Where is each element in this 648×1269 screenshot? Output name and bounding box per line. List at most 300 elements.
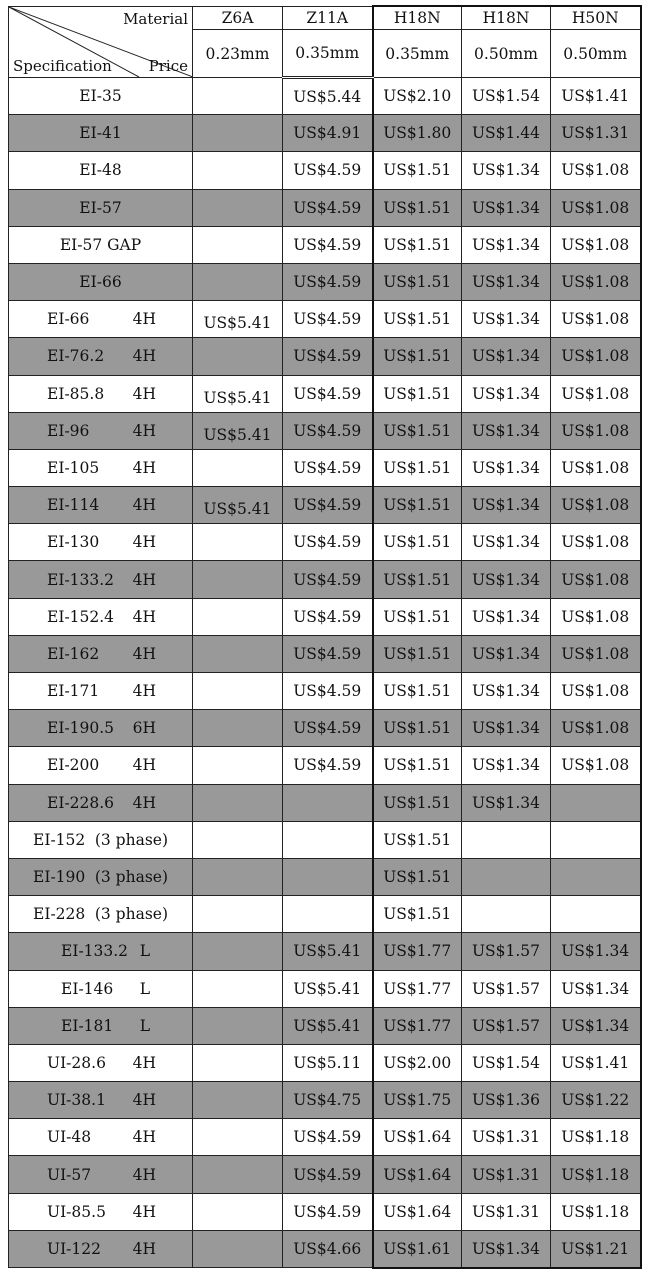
price-cell-h18n-035: US$1.77 <box>373 970 462 1007</box>
price-cell-h50n: US$1.08 <box>551 524 641 561</box>
spec-name: EI-190.5 <box>47 719 115 738</box>
spec-name: EI-152.4 <box>47 607 115 626</box>
price-cell-h50n: US$1.34 <box>551 933 641 970</box>
table-row <box>9 896 641 933</box>
price-cell-h18n-035: US$1.61 <box>373 1230 462 1267</box>
spec-name: UI-122 <box>47 1239 102 1258</box>
table-row <box>9 263 641 300</box>
price-cell-h50n: US$1.41 <box>551 78 641 115</box>
price-cell-h50n: US$1.18 <box>551 1156 641 1193</box>
price-cell-h18n-035: US$1.64 <box>373 1119 462 1156</box>
price-cell-h18n-050: US$1.44 <box>462 115 551 152</box>
spec-cell <box>9 858 193 895</box>
price-cell-h18n-035: US$1.51 <box>373 635 462 672</box>
price-cell-h18n-050: US$1.34 <box>462 338 551 375</box>
price-cell-h18n-050: US$1.34 <box>462 635 551 672</box>
spec-cell <box>9 338 193 375</box>
price-cell-h18n-050: US$1.34 <box>462 784 551 821</box>
price-cell-z6a <box>193 635 283 672</box>
header-material-z11a: Z11A <box>283 6 373 30</box>
price-cell-z11a: US$4.59 <box>283 301 373 338</box>
price-cell-z6a <box>193 1044 283 1081</box>
spec-suffix: (3 phase) <box>94 868 168 887</box>
price-cell-h18n-050: US$1.34 <box>462 561 551 598</box>
price-cell-h50n <box>551 858 641 895</box>
price-cell-z11a: US$4.91 <box>283 115 373 152</box>
spec-suffix: 4H <box>132 644 156 663</box>
table-row <box>9 784 641 821</box>
price-cell-z11a <box>283 896 373 933</box>
price-cell-z6a <box>193 784 283 821</box>
price-cell-h18n-050: US$1.34 <box>462 152 551 189</box>
price-cell-z6a <box>193 226 283 263</box>
price-cell-z6a <box>193 78 283 115</box>
price-table-container <box>8 5 640 1269</box>
price-cell-h50n: US$1.08 <box>551 747 641 784</box>
spec-name: EI-190 <box>33 868 86 887</box>
spec-name: EI-133.2 <box>61 942 129 961</box>
corner-specification-label: Specification <box>13 57 112 75</box>
price-cell-h18n-050: US$1.31 <box>462 1119 551 1156</box>
price-cell-h18n-050: US$1.34 <box>462 524 551 561</box>
spec-name: UI-57 <box>47 1165 92 1184</box>
price-cell-z11a: US$5.11 <box>283 1044 373 1081</box>
price-cell-z11a: US$4.59 <box>283 226 373 263</box>
price-cell-z11a: US$4.59 <box>283 747 373 784</box>
spec-suffix: 4H <box>132 1165 156 1184</box>
table-row <box>9 710 641 747</box>
table-row <box>9 301 641 338</box>
price-cell-z11a: US$4.59 <box>283 710 373 747</box>
price-cell-h50n: US$1.08 <box>551 673 641 710</box>
price-cell-z6a <box>193 896 283 933</box>
price-table <box>8 5 642 1269</box>
price-cell-h18n-050 <box>462 896 551 933</box>
spec-cell <box>9 1044 193 1081</box>
spec-cell <box>9 487 193 524</box>
spec-suffix: 4H <box>132 1091 156 1110</box>
spec-name: EI-76.2 <box>47 347 105 366</box>
table-row <box>9 673 641 710</box>
price-cell-h50n: US$1.08 <box>551 375 641 412</box>
price-cell-z11a: US$4.59 <box>283 412 373 449</box>
price-cell-h50n: US$1.08 <box>551 301 641 338</box>
spec-cell <box>9 1007 193 1044</box>
price-cell-z6a <box>193 1230 283 1267</box>
spec-cell <box>9 561 193 598</box>
price-cell-z11a <box>283 784 373 821</box>
corner-material-label: Material <box>123 9 188 28</box>
price-cell-z6a <box>193 1082 283 1119</box>
price-cell-z6a <box>193 449 283 486</box>
price-cell-h18n-050: US$1.57 <box>462 970 551 1007</box>
spec-name: EI-41 <box>79 124 122 143</box>
spec-name: EI-105 <box>47 458 100 477</box>
price-cell-z11a: US$4.59 <box>283 338 373 375</box>
header-thickness-h18n-050: 0.50mm <box>462 30 551 78</box>
table-row <box>9 858 641 895</box>
spec-cell <box>9 635 193 672</box>
price-cell-z11a: US$4.59 <box>283 1119 373 1156</box>
price-cell-h18n-050: US$1.54 <box>462 78 551 115</box>
spec-cell <box>9 598 193 635</box>
spec-name: UI-48 <box>47 1128 92 1147</box>
price-cell-h50n <box>551 821 641 858</box>
table-row <box>9 189 641 226</box>
price-cell-z6a <box>193 189 283 226</box>
price-cell-z11a: US$4.59 <box>283 263 373 300</box>
price-cell-h18n-035: US$1.51 <box>373 524 462 561</box>
price-cell-z6a <box>193 524 283 561</box>
spec-cell <box>9 821 193 858</box>
price-cell-z6a <box>193 747 283 784</box>
spec-cell <box>9 1119 193 1156</box>
price-cell-h18n-035: US$1.51 <box>373 821 462 858</box>
spec-name: EI-171 <box>47 682 100 701</box>
spec-cell <box>9 747 193 784</box>
price-cell-z11a: US$5.41 <box>283 933 373 970</box>
price-cell-z6a <box>193 821 283 858</box>
table-row <box>9 338 641 375</box>
spec-cell <box>9 1156 193 1193</box>
spec-cell <box>9 1230 193 1267</box>
price-cell-z6a <box>193 1156 283 1193</box>
spec-name: UI-38.1 <box>47 1091 106 1110</box>
price-cell-h18n-050: US$1.31 <box>462 1156 551 1193</box>
price-cell-z11a: US$4.59 <box>283 598 373 635</box>
price-cell-z11a: US$4.59 <box>283 1193 373 1230</box>
spec-suffix: L <box>139 979 150 998</box>
spec-cell <box>9 263 193 300</box>
spec-suffix: 4H <box>132 793 156 812</box>
header-thickness-z6a: 0.23mm <box>193 30 283 78</box>
spec-suffix: 4H <box>132 458 156 477</box>
table-row <box>9 598 641 635</box>
header-thickness-z11a: 0.35mm <box>283 30 373 78</box>
spec-name: EI-66 <box>79 273 122 292</box>
spec-name: EI-114 <box>47 496 100 515</box>
corner-header-cell <box>9 6 193 78</box>
price-cell-h50n: US$1.08 <box>551 338 641 375</box>
price-cell-h18n-035: US$1.51 <box>373 301 462 338</box>
spec-suffix: (3 phase) <box>94 905 168 924</box>
corner-price-label: Price <box>148 57 188 75</box>
price-cell-z11a <box>283 821 373 858</box>
price-cell-h50n: US$1.08 <box>551 710 641 747</box>
spec-name: EI-130 <box>47 533 100 552</box>
table-row <box>9 524 641 561</box>
table-row <box>9 78 641 115</box>
price-cell-h50n <box>551 784 641 821</box>
spec-cell <box>9 226 193 263</box>
spec-cell <box>9 412 193 449</box>
price-cell-z6a <box>193 933 283 970</box>
spec-name: EI-200 <box>47 756 100 775</box>
spec-suffix: 4H <box>132 570 156 589</box>
spec-suffix: 4H <box>132 496 156 515</box>
price-cell-h18n-035: US$1.51 <box>373 226 462 263</box>
price-cell-h50n: US$1.18 <box>551 1193 641 1230</box>
table-row <box>9 152 641 189</box>
price-cell-h18n-050: US$1.34 <box>462 375 551 412</box>
table-row <box>9 970 641 1007</box>
spec-suffix: 4H <box>132 421 156 440</box>
spec-name: UI-85.5 <box>47 1202 106 1221</box>
price-cell-z6a <box>193 1007 283 1044</box>
price-cell-z6a <box>193 115 283 152</box>
price-cell-h18n-050: US$1.57 <box>462 933 551 970</box>
spec-name: EI-228.6 <box>47 793 115 812</box>
price-cell-h18n-035: US$1.51 <box>373 673 462 710</box>
price-cell-h18n-050: US$1.34 <box>462 412 551 449</box>
table-row <box>9 821 641 858</box>
table-row <box>9 1082 641 1119</box>
price-cell-z6a <box>193 710 283 747</box>
spec-cell <box>9 933 193 970</box>
price-cell-z6a <box>193 561 283 598</box>
price-cell-z6a <box>193 970 283 1007</box>
spec-name: EI-181 <box>61 1016 114 1035</box>
spec-suffix: (3 phase) <box>94 830 168 849</box>
price-cell-h50n: US$1.31 <box>551 115 641 152</box>
spec-cell <box>9 896 193 933</box>
price-cell-h18n-035: US$1.51 <box>373 412 462 449</box>
spec-suffix: 4H <box>132 682 156 701</box>
table-row <box>9 561 641 598</box>
spec-cell <box>9 301 193 338</box>
price-cell-z6a: US$5.41 <box>193 412 283 449</box>
price-cell-h18n-035: US$1.51 <box>373 263 462 300</box>
spec-cell <box>9 115 193 152</box>
price-cell-h18n-035: US$1.64 <box>373 1156 462 1193</box>
price-cell-h18n-035: US$1.64 <box>373 1193 462 1230</box>
price-cell-h18n-035: US$1.51 <box>373 710 462 747</box>
price-cell-h18n-035: US$1.77 <box>373 933 462 970</box>
price-cell-h18n-050: US$1.34 <box>462 189 551 226</box>
price-cell-h18n-050 <box>462 858 551 895</box>
price-cell-z11a: US$4.66 <box>283 1230 373 1267</box>
price-cell-h18n-035: US$2.00 <box>373 1044 462 1081</box>
table-row <box>9 1230 641 1267</box>
header-thickness-h50n: 0.50mm <box>551 30 641 78</box>
spec-cell <box>9 152 193 189</box>
table-row <box>9 635 641 672</box>
spec-cell <box>9 673 193 710</box>
header-material-h18n-050: H18N <box>462 6 551 30</box>
price-table-body <box>9 78 641 1268</box>
spec-cell <box>9 375 193 412</box>
spec-cell <box>9 449 193 486</box>
price-cell-h18n-050: US$1.57 <box>462 1007 551 1044</box>
spec-suffix: 4H <box>132 1128 156 1147</box>
price-cell-h18n-050: US$1.34 <box>462 263 551 300</box>
spec-cell <box>9 784 193 821</box>
price-cell-h18n-035: US$1.77 <box>373 1007 462 1044</box>
price-cell-z11a: US$5.44 <box>283 78 373 115</box>
spec-suffix: 4H <box>132 756 156 775</box>
price-cell-h50n: US$1.08 <box>551 598 641 635</box>
table-row <box>9 747 641 784</box>
price-cell-z11a: US$4.59 <box>283 189 373 226</box>
price-cell-h18n-035: US$1.51 <box>373 747 462 784</box>
price-cell-h50n: US$1.08 <box>551 487 641 524</box>
spec-name: EI-57 GAP <box>59 235 142 254</box>
price-cell-h50n: US$1.08 <box>551 226 641 263</box>
spec-cell <box>9 970 193 1007</box>
price-cell-z6a <box>193 858 283 895</box>
table-row <box>9 487 641 524</box>
price-cell-z11a: US$5.41 <box>283 1007 373 1044</box>
price-cell-h50n: US$1.08 <box>551 189 641 226</box>
spec-cell <box>9 524 193 561</box>
price-cell-h18n-050: US$1.31 <box>462 1193 551 1230</box>
spec-suffix: 4H <box>132 310 156 329</box>
price-cell-z11a: US$4.75 <box>283 1082 373 1119</box>
price-cell-h50n: US$1.41 <box>551 1044 641 1081</box>
price-cell-z11a: US$4.59 <box>283 524 373 561</box>
price-cell-h50n: US$1.08 <box>551 561 641 598</box>
price-cell-z11a: US$4.59 <box>283 487 373 524</box>
spec-suffix: 4H <box>132 607 156 626</box>
spec-name: EI-66 <box>47 310 90 329</box>
table-row <box>9 375 641 412</box>
spec-name: EI-85.8 <box>47 384 105 403</box>
price-cell-h18n-035: US$1.51 <box>373 338 462 375</box>
price-cell-h18n-035: US$1.51 <box>373 487 462 524</box>
spec-cell <box>9 710 193 747</box>
price-cell-h50n: US$1.08 <box>551 412 641 449</box>
header-material-h18n-035: H18N <box>373 6 462 30</box>
price-cell-h18n-050: US$1.34 <box>462 1230 551 1267</box>
price-cell-h18n-050: US$1.34 <box>462 598 551 635</box>
price-cell-h18n-035: US$1.51 <box>373 896 462 933</box>
price-cell-h18n-035: US$1.51 <box>373 152 462 189</box>
price-cell-h18n-050 <box>462 821 551 858</box>
price-cell-h50n: US$1.08 <box>551 263 641 300</box>
spec-name: EI-96 <box>47 421 90 440</box>
price-cell-h50n: US$1.18 <box>551 1119 641 1156</box>
price-cell-z11a: US$4.59 <box>283 635 373 672</box>
price-cell-h50n: US$1.08 <box>551 449 641 486</box>
price-cell-h18n-035: US$1.51 <box>373 189 462 226</box>
spec-suffix: 4H <box>132 347 156 366</box>
price-cell-z11a: US$5.41 <box>283 970 373 1007</box>
spec-suffix: L <box>139 942 150 961</box>
price-cell-z6a <box>193 1193 283 1230</box>
price-cell-z11a <box>283 858 373 895</box>
price-cell-h18n-035: US$1.51 <box>373 784 462 821</box>
price-cell-h18n-050: US$1.36 <box>462 1082 551 1119</box>
price-cell-h50n <box>551 896 641 933</box>
spec-suffix: 4H <box>132 533 156 552</box>
table-row <box>9 115 641 152</box>
table-row <box>9 1156 641 1193</box>
price-cell-h18n-050: US$1.34 <box>462 487 551 524</box>
price-cell-z11a: US$4.59 <box>283 1156 373 1193</box>
spec-suffix: 4H <box>132 1202 156 1221</box>
spec-cell <box>9 189 193 226</box>
price-cell-z11a: US$4.59 <box>283 673 373 710</box>
spec-name: EI-57 <box>79 198 122 217</box>
price-cell-h18n-050: US$1.54 <box>462 1044 551 1081</box>
table-row <box>9 1044 641 1081</box>
price-cell-h18n-035: US$1.51 <box>373 561 462 598</box>
spec-name: EI-146 <box>61 979 114 998</box>
price-cell-h18n-050: US$1.34 <box>462 673 551 710</box>
price-cell-z11a: US$4.59 <box>283 449 373 486</box>
price-cell-h18n-050: US$1.34 <box>462 710 551 747</box>
table-row <box>9 449 641 486</box>
price-cell-h18n-050: US$1.34 <box>462 301 551 338</box>
price-cell-z6a <box>193 263 283 300</box>
price-cell-h18n-035: US$1.75 <box>373 1082 462 1119</box>
spec-suffix: 4H <box>132 1239 156 1258</box>
price-cell-h18n-050: US$1.34 <box>462 449 551 486</box>
price-cell-z6a <box>193 598 283 635</box>
price-cell-h18n-035: US$2.10 <box>373 78 462 115</box>
price-cell-h18n-050: US$1.34 <box>462 226 551 263</box>
spec-name: EI-228 <box>33 905 86 924</box>
price-cell-z6a <box>193 1119 283 1156</box>
price-cell-z11a: US$4.59 <box>283 561 373 598</box>
spec-name: EI-133.2 <box>47 570 115 589</box>
header-material-z6a: Z6A <box>193 6 283 30</box>
table-row <box>9 1007 641 1044</box>
price-cell-h18n-035: US$1.51 <box>373 858 462 895</box>
price-cell-h18n-035: US$1.80 <box>373 115 462 152</box>
price-cell-h50n: US$1.34 <box>551 1007 641 1044</box>
price-cell-h50n: US$1.08 <box>551 635 641 672</box>
header-material-h50n: H50N <box>551 6 641 30</box>
price-cell-h18n-035: US$1.51 <box>373 375 462 412</box>
price-cell-z6a <box>193 338 283 375</box>
price-cell-h50n: US$1.34 <box>551 970 641 1007</box>
price-cell-z6a <box>193 673 283 710</box>
table-row <box>9 412 641 449</box>
spec-name: UI-28.6 <box>47 1053 106 1072</box>
header-thickness-h18n-035: 0.35mm <box>373 30 462 78</box>
table-row <box>9 226 641 263</box>
price-cell-h50n: US$1.21 <box>551 1230 641 1267</box>
table-row <box>9 1119 641 1156</box>
spec-suffix: 6H <box>132 719 156 738</box>
table-row <box>9 933 641 970</box>
price-cell-z11a: US$4.59 <box>283 152 373 189</box>
spec-name: EI-152 <box>33 830 86 849</box>
price-cell-z6a: US$5.41 <box>193 375 283 412</box>
spec-name: EI-48 <box>79 161 122 180</box>
spec-suffix: L <box>139 1016 150 1035</box>
table-row <box>9 1193 641 1230</box>
spec-cell <box>9 1082 193 1119</box>
spec-name: EI-162 <box>47 644 100 663</box>
price-cell-h50n: US$1.08 <box>551 152 641 189</box>
price-cell-z6a: US$5.41 <box>193 487 283 524</box>
price-cell-z11a: US$4.59 <box>283 375 373 412</box>
price-cell-h18n-050: US$1.34 <box>462 747 551 784</box>
price-cell-h50n: US$1.22 <box>551 1082 641 1119</box>
spec-suffix: 4H <box>132 1053 156 1072</box>
spec-suffix: 4H <box>132 384 156 403</box>
price-cell-z6a: US$5.41 <box>193 301 283 338</box>
price-cell-h18n-035: US$1.51 <box>373 598 462 635</box>
price-cell-h18n-035: US$1.51 <box>373 449 462 486</box>
spec-name: EI-35 <box>79 87 122 106</box>
spec-cell <box>9 78 193 115</box>
header-row-materials <box>9 6 641 30</box>
price-cell-z6a <box>193 152 283 189</box>
spec-cell <box>9 1193 193 1230</box>
